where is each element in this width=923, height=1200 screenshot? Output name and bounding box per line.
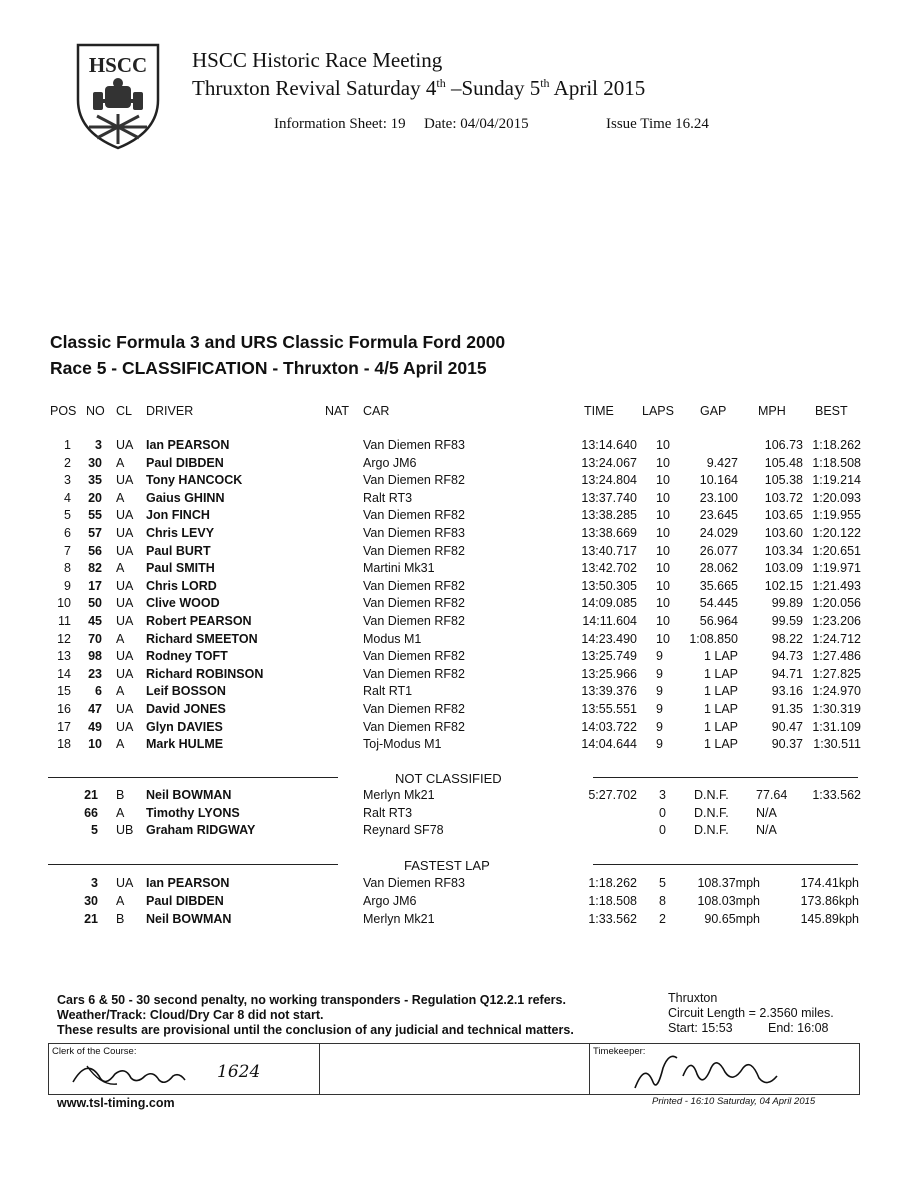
- cell-pos: 17: [57, 719, 71, 734]
- cell-mph: 99.59: [771, 614, 803, 628]
- cell-best: 1:30.319: [812, 702, 861, 716]
- cell-mph: 93.16: [771, 684, 803, 699]
- cell-mph: 105.48: [764, 455, 803, 470]
- cell-car: Van Diemen RF82: [363, 596, 465, 611]
- cell-car: Van Diemen RF82: [363, 508, 465, 523]
- cell-laps: 9: [656, 702, 663, 716]
- cell-pos: 9: [64, 578, 71, 593]
- clerk-label: Clerk of the Course:: [52, 1046, 137, 1057]
- cell-car: Merlyn Mk21: [363, 912, 435, 926]
- table-row: [0, 702, 923, 719]
- cell-laps: 3: [659, 788, 666, 802]
- cell-no: 98: [88, 649, 102, 664]
- cell-no: 45: [88, 614, 102, 628]
- table-row: [0, 456, 923, 473]
- cell-car: Van Diemen RF82: [363, 719, 465, 734]
- cell-cl: UA: [116, 649, 134, 664]
- cell-best: 1:19.214: [812, 473, 861, 488]
- cell-best: 1:27.486: [812, 649, 861, 664]
- cell-cl: UA: [116, 438, 134, 452]
- table-row: [0, 720, 923, 737]
- cell-laps: 10: [656, 508, 670, 523]
- fastest-lap-heading: FASTEST LAP: [404, 858, 490, 873]
- cell-mph: 99.89: [771, 596, 803, 611]
- cell-cl: A: [116, 737, 125, 752]
- cell-cl: UA: [116, 596, 134, 611]
- penalty-note: Cars 6 & 50 - 30 second penalty, no working transponders - Regulation Q12.2.1 refers.: [57, 993, 566, 1007]
- cell-gap: 35.665: [699, 578, 738, 593]
- cell-no: 23: [88, 666, 102, 681]
- cell-no: 55: [88, 508, 102, 523]
- table-row: [0, 614, 923, 631]
- cell-gap: 56.964: [699, 614, 738, 628]
- cell-time: 13:38.285: [581, 508, 637, 523]
- table-row: [0, 473, 923, 490]
- cell-mph: 94.71: [771, 666, 803, 681]
- table-row: [0, 491, 923, 508]
- table-row: [0, 788, 923, 805]
- cell-best: 1:27.825: [812, 666, 861, 681]
- cell-driver: Ian PEARSON: [146, 438, 230, 452]
- cell-no: 5: [91, 823, 98, 837]
- cell-driver: Paul DIBDEN: [146, 455, 224, 470]
- cell-driver: Mark HULME: [146, 737, 224, 752]
- cell-no: 70: [88, 631, 102, 646]
- cell-mph: 103.72: [764, 490, 803, 505]
- cell-driver: Paul SMITH: [146, 561, 215, 576]
- information-sheet: Information Sheet: 19: [274, 116, 406, 132]
- cell-no: 47: [88, 702, 102, 716]
- meeting-title: HSCC Historic Race Meeting: [192, 48, 443, 72]
- weather-note: Weather/Track: Cloud/Dry Car 8 did not start.: [57, 1008, 324, 1022]
- table-row: [0, 544, 923, 561]
- cell-car: Argo JM6: [363, 455, 417, 470]
- table-row: [0, 876, 923, 893]
- cell-time: 14:03.722: [581, 719, 637, 734]
- cell-best: 1:20.651: [812, 543, 861, 558]
- cell-laps: 10: [656, 473, 670, 488]
- cell-cl: UA: [116, 543, 134, 558]
- cell-best: 1:30.511: [813, 737, 861, 752]
- cell-no: 6: [95, 684, 102, 699]
- cell-no: 21: [84, 788, 98, 802]
- table-row: [0, 667, 923, 684]
- cell-no: 30: [84, 894, 98, 908]
- cell-car: Ralt RT3: [363, 805, 413, 820]
- cell-gap: D.N.F.: [694, 823, 729, 837]
- race-subtitle: Race 5 - CLASSIFICATION - Thruxton - 4/5 April 2015: [50, 358, 487, 378]
- cell-laps: 10: [656, 438, 670, 452]
- cell-best: 1:18.262: [812, 438, 861, 452]
- cell-cl: B: [116, 912, 125, 926]
- cell-pos: 14: [57, 666, 71, 681]
- cell-laps: 10: [656, 561, 670, 576]
- table-row: [0, 526, 923, 543]
- cell-cl: UA: [116, 526, 134, 540]
- cell-driver: Robert PEARSON: [146, 614, 252, 628]
- cell-car: Van Diemen RF82: [363, 649, 465, 664]
- race-end: End: 16:08: [768, 1021, 829, 1035]
- cell-mph: N/A: [756, 823, 777, 837]
- cell-cl: UB: [116, 823, 134, 837]
- cell-time: 1:33.562: [588, 912, 637, 926]
- cell-mph: 90.47: [771, 719, 803, 734]
- cell-mph: 77.64: [756, 788, 788, 802]
- divider-right: [593, 777, 858, 778]
- cell-no: 66: [84, 805, 98, 820]
- sheet-date: Date: 04/04/2015: [424, 116, 529, 132]
- cell-best: 1:20.093: [812, 490, 861, 505]
- cell-mph: 91.35: [771, 702, 803, 716]
- table-row: [0, 508, 923, 525]
- cell-pos: 12: [57, 631, 71, 646]
- cell-lap: 8: [659, 894, 666, 908]
- cell-best: 1:19.955: [812, 508, 861, 523]
- cell-lap: 5: [659, 876, 666, 890]
- cell-laps: 10: [656, 614, 670, 628]
- cell-gap: 1 LAP: [703, 649, 738, 664]
- cell-driver: Tony HANCOCK: [146, 473, 243, 488]
- cell-cl: A: [116, 894, 125, 908]
- cell-no: 57: [88, 526, 102, 540]
- cell-cl: UA: [116, 614, 134, 628]
- cell-gap: 1 LAP: [703, 666, 738, 681]
- clerk-signed-time: 1624: [217, 1062, 261, 1082]
- cell-cl: A: [116, 631, 125, 646]
- cell-laps: 10: [656, 526, 670, 540]
- timekeeper-label: Timekeeper:: [593, 1046, 646, 1057]
- cell-time: 1:18.508: [588, 894, 637, 908]
- cell-cl: A: [116, 684, 125, 699]
- cell-no: 10: [88, 737, 102, 752]
- cell-cl: UA: [116, 666, 134, 681]
- cell-cl: B: [116, 788, 125, 802]
- cell-laps: 0: [659, 823, 666, 837]
- cell-time: 13:42.702: [581, 561, 637, 576]
- cell-driver: Jon FINCH: [146, 508, 210, 523]
- cell-laps: 10: [656, 543, 670, 558]
- cell-driver: Paul BURT: [146, 543, 211, 558]
- cell-time: 13:25.749: [581, 649, 637, 664]
- cell-no: 49: [88, 719, 102, 734]
- divider-left: [48, 777, 338, 778]
- cell-gap: 54.445: [699, 596, 738, 611]
- cell-gap: D.N.F.: [694, 805, 729, 820]
- cell-cl: UA: [116, 876, 134, 890]
- cell-best: 1:24.970: [812, 684, 861, 699]
- cell-gap: 23.645: [699, 508, 738, 523]
- cell-mph: 94.73: [771, 649, 803, 664]
- cell-best: 1:19.971: [812, 561, 861, 576]
- cell-mph: 108.37mph: [697, 876, 760, 890]
- cell-best: 1:18.508: [812, 455, 861, 470]
- cell-car: Martini Mk31: [363, 561, 435, 576]
- cell-time: 5:27.702: [588, 788, 637, 802]
- cell-laps: 10: [656, 631, 670, 646]
- cell-pos: 16: [57, 702, 71, 716]
- cell-mph: 103.65: [764, 508, 803, 523]
- cell-pos: 18: [57, 737, 71, 752]
- cell-no: 50: [88, 596, 102, 611]
- table-row: [0, 806, 923, 823]
- cell-pos: 11: [58, 614, 71, 628]
- cell-mph: 108.03mph: [697, 894, 760, 908]
- race-title: Classic Formula 3 and URS Classic Formula Ford 2000: [50, 332, 506, 352]
- cell-laps: 10: [656, 596, 670, 611]
- cell-driver: Graham RIDGWAY: [146, 823, 256, 837]
- table-row: [0, 561, 923, 578]
- divider-right: [593, 864, 858, 865]
- column-headers: POS NO CL DRIVER NAT CAR TIME LAPS GAP MPH BEST: [50, 404, 848, 418]
- cell-pos: 2: [64, 455, 71, 470]
- cell-no: 20: [88, 490, 102, 505]
- signature-box: [48, 1043, 860, 1095]
- cell-time: 13:38.669: [581, 526, 637, 540]
- table-row: [0, 823, 923, 840]
- cell-pos: 6: [64, 526, 71, 540]
- cell-driver: Clive WOOD: [146, 596, 220, 611]
- cell-driver: Richard ROBINSON: [146, 666, 264, 681]
- cell-best: 1:31.109: [812, 719, 861, 734]
- cell-laps: 9: [656, 649, 663, 664]
- cell-gap: 10.164: [699, 473, 738, 488]
- cell-gap: 1 LAP: [703, 737, 738, 752]
- cell-time: 13:14.640: [581, 438, 637, 452]
- cell-mph: 103.60: [764, 526, 803, 540]
- cell-time: 13:50.305: [581, 578, 637, 593]
- cell-car: Ralt RT3: [363, 490, 413, 505]
- svg-text:HSCC: HSCC: [88, 53, 148, 77]
- cell-no: 3: [91, 876, 98, 890]
- cell-pos: 15: [57, 684, 71, 699]
- cell-car: Van Diemen RF83: [363, 438, 465, 452]
- cell-kph: 173.86kph: [800, 894, 859, 908]
- cell-laps: 9: [656, 684, 663, 699]
- cell-gap: D.N.F.: [694, 788, 729, 802]
- cell-mph: 102.15: [764, 578, 803, 593]
- cell-best: 1:20.056: [812, 596, 861, 611]
- cell-laps: 10: [656, 455, 670, 470]
- cell-laps: 9: [656, 737, 663, 752]
- table-row: [0, 632, 923, 649]
- cell-driver: David JONES: [146, 702, 226, 716]
- cell-driver: Ian PEARSON: [146, 876, 230, 890]
- cell-car: Van Diemen RF82: [363, 702, 465, 716]
- cell-laps: 9: [656, 719, 663, 734]
- cell-driver: Chris LORD: [146, 578, 217, 593]
- cell-driver: Chris LEVY: [146, 526, 215, 540]
- cell-time: 13:39.376: [581, 684, 637, 699]
- cell-cl: UA: [116, 473, 134, 488]
- provisional-note: These results are provisional until the conclusion of any judicial and technical matters.: [57, 1023, 574, 1037]
- cell-time: 13:24.804: [581, 473, 637, 488]
- table-row: [0, 596, 923, 613]
- cell-driver: Rodney TOFT: [146, 649, 228, 664]
- cell-gap: 9.427: [706, 455, 738, 470]
- cell-car: Van Diemen RF82: [363, 473, 465, 488]
- cell-time: 14:23.490: [581, 631, 637, 646]
- cell-gap: 26.077: [699, 543, 738, 558]
- cell-no: 21: [84, 912, 98, 926]
- cell-driver: Glyn DAVIES: [146, 719, 223, 734]
- table-row: [0, 579, 923, 596]
- cell-gap: 1 LAP: [703, 702, 738, 716]
- race-start: Start: 15:53: [668, 1021, 733, 1035]
- cell-no: 17: [88, 578, 102, 593]
- cell-pos: 7: [64, 543, 71, 558]
- cell-cl: UA: [116, 702, 134, 716]
- cell-laps: 9: [656, 666, 663, 681]
- table-row: [0, 438, 923, 455]
- table-row: [0, 894, 923, 911]
- timekeeper-signature: [627, 1048, 827, 1092]
- not-classified-heading: NOT CLASSIFIED: [395, 771, 502, 786]
- cell-car: Van Diemen RF82: [363, 543, 465, 558]
- cell-no: 30: [88, 455, 102, 470]
- cell-time: 1:18.262: [588, 876, 637, 890]
- cell-pos: 10: [57, 596, 71, 611]
- table-row: [0, 684, 923, 701]
- cell-time: 13:25.966: [581, 666, 637, 681]
- website: www.tsl-timing.com: [57, 1096, 175, 1110]
- cell-car: Van Diemen RF82: [363, 614, 465, 628]
- cell-time: 14:09.085: [581, 596, 637, 611]
- issue-time: Issue Time 16.24: [606, 116, 709, 132]
- cell-kph: 174.41kph: [800, 876, 859, 890]
- divider-left: [48, 864, 338, 865]
- cell-mph: 90.65mph: [704, 912, 760, 926]
- cell-car: Reynard SF78: [363, 823, 444, 837]
- cell-no: 35: [88, 473, 102, 488]
- cell-best: 1:24.712: [812, 631, 861, 646]
- cell-gap: 1 LAP: [703, 684, 738, 699]
- cell-car: Van Diemen RF82: [363, 666, 465, 681]
- cell-gap: 28.062: [699, 561, 738, 576]
- cell-best: 1:20.122: [812, 526, 861, 540]
- hscc-logo: [75, 42, 161, 150]
- cell-time: 13:37.740: [581, 490, 637, 505]
- cell-best: 1:21.493: [812, 578, 861, 593]
- cell-lap: 2: [659, 912, 666, 926]
- circuit-name: Thruxton: [668, 991, 718, 1005]
- cell-no: 82: [88, 561, 102, 576]
- cell-cl: A: [116, 490, 125, 505]
- cell-laps: 0: [659, 805, 666, 820]
- cell-driver: Leif BOSSON: [146, 684, 226, 699]
- cell-car: Merlyn Mk21: [363, 788, 435, 802]
- cell-mph: 105.38: [764, 473, 803, 488]
- printed-timestamp: Printed - 16:10 Saturday, 04 April 2015: [652, 1096, 816, 1107]
- cell-gap: 1 LAP: [703, 719, 738, 734]
- cell-time: 13:24.067: [581, 455, 637, 470]
- cell-cl: UA: [116, 578, 134, 593]
- cell-cl: UA: [116, 508, 134, 523]
- cell-pos: 1: [64, 438, 71, 452]
- table-row: [0, 912, 923, 929]
- cell-driver: Gaius GHINN: [146, 490, 225, 505]
- cell-gap: 1:08.850: [689, 631, 738, 646]
- cell-mph: 106.73: [764, 438, 803, 452]
- cell-laps: 10: [656, 490, 670, 505]
- cell-best: 1:33.562: [812, 788, 861, 802]
- cell-cl: A: [116, 455, 125, 470]
- cell-car: Van Diemen RF82: [363, 578, 465, 593]
- cell-best: 1:23.206: [812, 614, 861, 628]
- cell-time: 13:40.717: [581, 543, 637, 558]
- circuit-length: Circuit Length = 2.3560 miles.: [668, 1006, 834, 1020]
- cell-driver: Richard SMEETON: [146, 631, 258, 646]
- cell-time: 13:55.551: [581, 702, 637, 716]
- cell-time: 14:11.604: [582, 614, 637, 628]
- cell-cl: A: [116, 805, 125, 820]
- cell-pos: 4: [64, 490, 71, 505]
- cell-pos: 8: [64, 561, 71, 576]
- cell-car: Van Diemen RF83: [363, 876, 465, 890]
- cell-mph: 90.37: [771, 737, 803, 752]
- cell-kph: 145.89kph: [800, 912, 859, 926]
- cell-car: Toj-Modus M1: [363, 737, 442, 752]
- cell-mph: 98.22: [771, 631, 803, 646]
- cell-car: Ralt RT1: [363, 684, 413, 699]
- cell-cl: A: [116, 561, 125, 576]
- cell-car: Argo JM6: [363, 894, 417, 908]
- cell-mph: N/A: [756, 805, 777, 820]
- cell-time: 14:04.644: [581, 737, 637, 752]
- table-row: [0, 737, 923, 754]
- cell-driver: Paul DIBDEN: [146, 894, 224, 908]
- cell-pos: 5: [64, 508, 71, 523]
- cell-pos: 3: [64, 473, 71, 488]
- table-row: [0, 649, 923, 666]
- cell-no: 56: [88, 543, 102, 558]
- cell-pos: 13: [57, 649, 71, 664]
- cell-gap: 24.029: [699, 526, 738, 540]
- cell-car: Modus M1: [363, 631, 422, 646]
- cell-mph: 103.09: [764, 561, 803, 576]
- cell-driver: Timothy LYONS: [146, 805, 240, 820]
- meeting-dates: Thruxton Revival Saturday 4th –Sunday 5th April 2015: [192, 76, 646, 100]
- cell-mph: 103.34: [764, 543, 803, 558]
- cell-driver: Neil BOWMAN: [146, 788, 232, 802]
- cell-cl: UA: [116, 719, 134, 734]
- cell-laps: 10: [656, 578, 670, 593]
- cell-driver: Neil BOWMAN: [146, 912, 232, 926]
- cell-no: 3: [95, 438, 102, 452]
- cell-car: Van Diemen RF83: [363, 526, 465, 540]
- cell-gap: 23.100: [699, 490, 738, 505]
